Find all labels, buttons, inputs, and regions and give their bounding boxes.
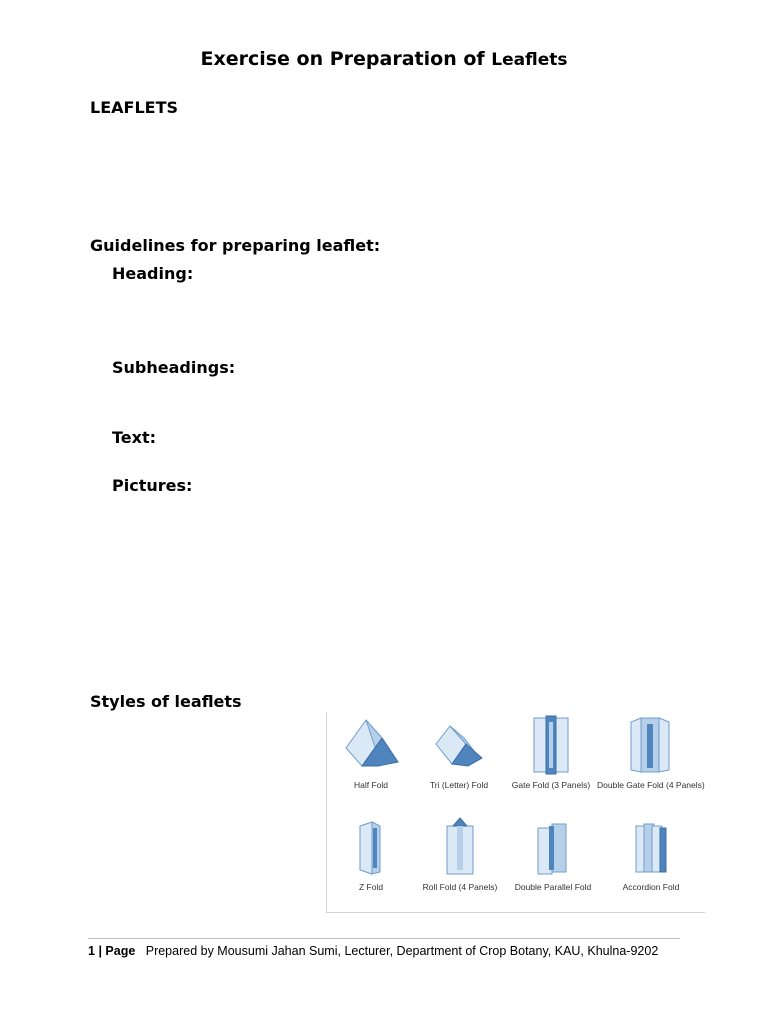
fold-label: Z Fold bbox=[358, 882, 384, 892]
title-main: Exercise on Preparation of bbox=[200, 48, 485, 70]
guidelines-heading: Guidelines for preparing leaflet: bbox=[90, 236, 381, 255]
guideline-text-item: Text: bbox=[112, 428, 157, 447]
title-tail: Leaflets bbox=[491, 50, 568, 70]
fold-label: Roll Fold (4 Panels) bbox=[422, 882, 498, 892]
fold-item-roll bbox=[415, 816, 505, 892]
page-title bbox=[0, 48, 768, 70]
fold-item-gate bbox=[507, 714, 595, 790]
fold-label: Double Parallel Fold bbox=[514, 882, 592, 892]
z-fold-icon bbox=[340, 816, 402, 878]
fold-label: Gate Fold (3 Panels) bbox=[511, 780, 591, 790]
fold-label: Tri (Letter) Fold bbox=[429, 780, 489, 790]
page-word: Page bbox=[105, 944, 136, 958]
guideline-subheadings-item: Subheadings: bbox=[112, 358, 236, 377]
gate-fold-icon bbox=[520, 714, 582, 776]
double-gate-fold-icon bbox=[619, 714, 681, 776]
fold-label: Half Fold bbox=[353, 780, 388, 790]
fold-item-z bbox=[331, 816, 411, 892]
fold-item-double-parallel bbox=[505, 816, 601, 892]
styles-heading: Styles of leaflets bbox=[90, 692, 242, 711]
fold-label: Accordion Fold bbox=[622, 882, 680, 892]
fold-label: Double Gate Fold (4 Panels) bbox=[597, 780, 705, 790]
guideline-heading-item: Heading: bbox=[112, 264, 194, 283]
footer-separator: | bbox=[98, 944, 102, 958]
tri-fold-icon bbox=[428, 714, 490, 776]
fold-item-tri bbox=[419, 714, 499, 790]
guideline-pictures-item: Pictures: bbox=[112, 476, 193, 495]
accordion-fold-icon bbox=[620, 816, 682, 878]
fold-item-accordion bbox=[603, 816, 699, 892]
page-number: 1 bbox=[88, 944, 95, 958]
roll-fold-icon bbox=[429, 816, 491, 878]
leaflet-fold-styles-figure bbox=[326, 712, 705, 913]
footer-credit: Prepared by Mousumi Jahan Sumi, Lecturer, Department of Crop Botany, KAU, Khulna-9202 bbox=[145, 944, 659, 958]
fold-item-half bbox=[331, 714, 411, 790]
fold-item-double-gate bbox=[597, 714, 703, 790]
page-footer bbox=[88, 938, 680, 958]
double-parallel-fold-icon bbox=[522, 816, 584, 878]
half-fold-icon bbox=[340, 714, 402, 776]
section-heading-leaflets: LEAFLETS bbox=[90, 98, 178, 117]
